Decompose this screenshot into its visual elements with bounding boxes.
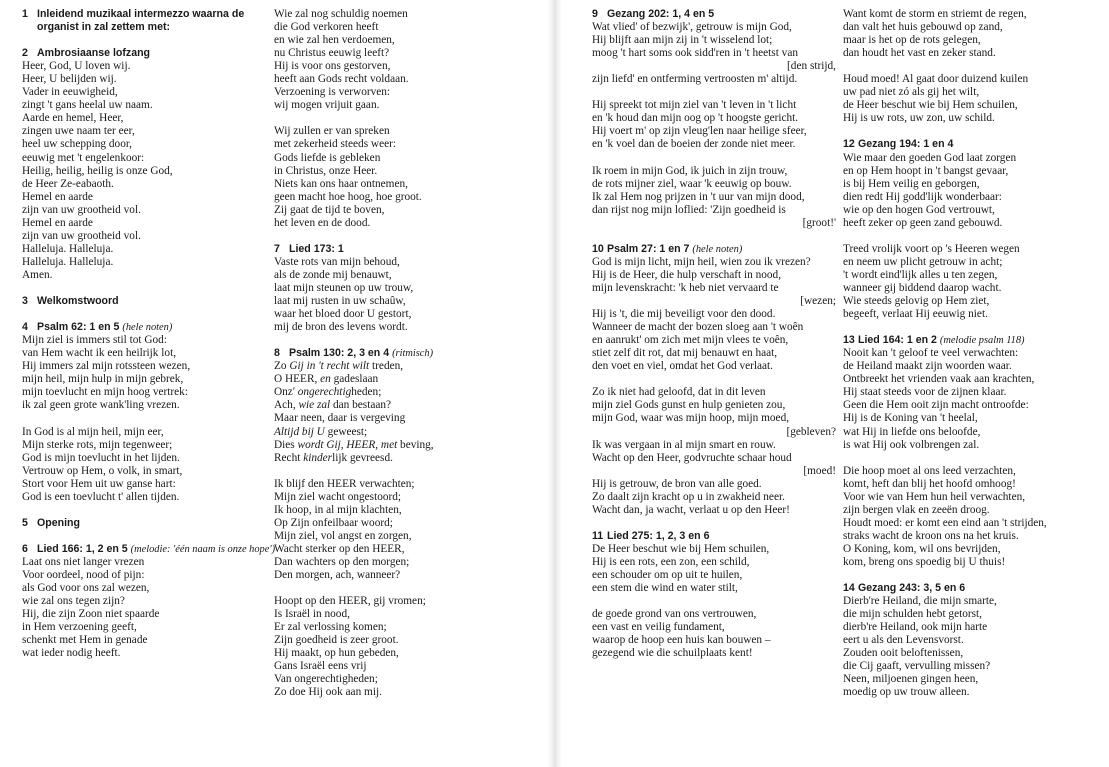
spacer (592, 86, 836, 99)
verse-line: Hij is 't, die mij beveiligt voor den dood. (592, 308, 776, 321)
verse-line: Vertrouw op Hem, o volk, in smart, (22, 464, 183, 477)
verse-line: Want komt de storm en striemt de regen, (843, 8, 1027, 20)
verse-line: geen macht hoe hoog, hoe groot. (274, 190, 422, 203)
column-1 (22, 8, 274, 660)
verse-line: Hij is voor ons gestorven, (274, 60, 391, 73)
spacer (592, 152, 836, 165)
verse-line: Wie maar den goeden God laat zorgen (843, 151, 1017, 164)
verse-line: Dierb're Heiland, die mijn smarte, (843, 595, 997, 608)
verse-line-overflow: [gebleven? (786, 425, 836, 438)
verse-line (274, 386, 546, 399)
verse-line: O Koning, kom, wil ons bevrijden, (843, 542, 1001, 555)
verse-line: 't wordt eind'lijk alles u ten zegen, (843, 268, 998, 281)
verse-line: met zekerheid steeds weer: (274, 138, 397, 151)
verse-line (274, 426, 546, 439)
verse-line: en wie zal hen verdoemen, (274, 34, 395, 47)
text-run: Onz' (274, 386, 298, 399)
verse-line: Hij immers zal mijn rotssteen wezen, (22, 360, 191, 373)
column-2 (274, 8, 546, 699)
verse-line: de Heer beschut wie bij Hem schuilen, (843, 99, 1018, 112)
verse-line: de goede grond van ons vertrouwen, (592, 608, 757, 621)
verse-line: een stem die wind en water stilt, (592, 582, 738, 595)
verse-line: zingt 't gans heelal uw naam. (22, 99, 153, 112)
verse-line: een schouder om op uit te huilen, (592, 569, 743, 582)
verse-line: Maar neen, daar is vergeving (274, 412, 406, 425)
verse-line: Ontbreekt het vrienden vaak aan krachten, (843, 373, 1035, 386)
verse-line: zingen uwe naam ter eer, (22, 125, 135, 138)
verse-line: het leven en de dood. (274, 216, 371, 229)
page-fold (548, 0, 562, 767)
verse-line: Den morgen, ach, wanneer? (274, 569, 401, 582)
verse-line: Dan wachters op den morgen; (274, 555, 410, 568)
verse-line: Stort voor Hem uit uw ganse hart: (22, 477, 176, 490)
verse-line: een vast en veilig fundament, (592, 621, 725, 634)
verse-line: Mijn sterke rots, mijn tegenweer; (22, 438, 173, 451)
verse-line: mijn heil, mijn hulp in mijn gebrek, (22, 373, 184, 386)
verse-line: Zo doe Hij ook aan mij. (274, 686, 382, 699)
verse-line: Wie zal nog schuldig noemen (274, 8, 408, 20)
verse-line: als God voor ons zal wezen, (22, 582, 150, 595)
section-heading (592, 8, 836, 21)
verse-line: Verzoening is verworven: (274, 86, 391, 99)
spacer (592, 230, 836, 243)
verse-line: Vader in eeuwigheid, (22, 86, 118, 99)
verse-line: Zijn goedheid is zeer groot. (274, 634, 399, 647)
verse-line: de Heiland maakt zijn woorden waar. (843, 360, 1012, 373)
section-title: Gezang 194: 1 en 4 (858, 138, 954, 151)
verse-line: Voor wie van Hem hun heil verwachten, (843, 490, 1026, 503)
spacer (843, 60, 1105, 73)
emphasis: wordt Gij, HEER, met (297, 438, 398, 451)
verse-line: Amen. (22, 268, 53, 281)
spacer (22, 412, 274, 425)
verse-line: Hij blijft aan mijn zij in 't wisselend lot; (592, 34, 773, 47)
verse-line: moog 't hart soms ook sidd'ren in 't heetst van (592, 47, 798, 60)
verse-line: Ik was vergaan in al mijn smart en rouw. (592, 438, 776, 451)
verse-line: Er zal verlossing komen; (274, 621, 387, 634)
verse-line: wie zal ons tegen zijn? (22, 595, 125, 608)
verse-line: Ik hoop, in al mijn klachten, (274, 503, 402, 516)
verse-line: die Cij gaaft, vervulling missen? (843, 660, 991, 673)
verse-line (274, 452, 546, 465)
text-run: heden; (351, 386, 382, 399)
verse-line: stiet zelf dit rot, dat mij benauwt en haat, (592, 347, 778, 360)
section-number: 7 (274, 242, 280, 255)
spacer (592, 595, 836, 608)
spacer (592, 373, 836, 386)
verse-line: in Hem verzoening geeft, (22, 621, 137, 634)
section-number: 2 (22, 47, 28, 60)
section-title: Inleidend muzikaal intermezzo waarna de (37, 8, 245, 20)
verse-line: dan valt het huis gebouwd op zand, (843, 21, 1003, 34)
spacer (22, 504, 274, 517)
verse-line: Mijn ziel is immers stil tot God: (22, 334, 167, 347)
verse-line: Hij is getrouw, de bron van alle goed. (592, 477, 762, 490)
verse-line: Niets kan ons haar ontnemen, (274, 177, 408, 190)
verse-line: Ik zal Hem nog prijzen in 't uur van mijn dood, (592, 190, 805, 203)
section-title: Gezang 243: 3, 5 en 6 (858, 582, 966, 595)
verse-line: moedig op uw trouw alleen. (843, 686, 970, 699)
section-heading (843, 582, 1105, 595)
verse-line: Die hoop moet al ons leed verzachten, (843, 464, 1016, 477)
verse-line: Hij voert m' op zijn vleug'len naar heilige sfeer, (592, 125, 807, 138)
section-title: Opening (37, 516, 80, 529)
verse-line: dan rijst nog mijn loflied: 'Zijn goedheid is (592, 203, 786, 216)
verse-line (274, 399, 546, 412)
text-run: geweest; (324, 425, 368, 438)
verse-line: schenkt met Hem in genade (22, 634, 148, 647)
emphasis: wie zal (298, 399, 331, 412)
verse-line: Van ongerechtigheden; (274, 673, 378, 686)
section-heading (22, 295, 274, 308)
verse-line: Ik blijf den HEER verwachten; (274, 477, 415, 490)
verse-line-overflow: [moed! (803, 464, 836, 477)
section-number: 14 (843, 582, 855, 595)
verse-line: Treed vrolijk voort op 's Heeren wegen (843, 242, 1020, 255)
verse-line: Heer, God, U loven wij. (22, 60, 131, 73)
emphasis: kinder (303, 451, 333, 464)
verse-line: Hij is de Heer, die hulp verschaft in nood, (592, 268, 782, 281)
verse-line: in Christus, onze Heer. (274, 164, 378, 177)
section-number: 5 (22, 516, 28, 529)
verse-line: Houd moed! Al gaat door duizend kuilen (843, 73, 1029, 86)
spacer (592, 517, 836, 530)
verse-line: mijn ziel Gods gunst en hulp genieten zou, (592, 399, 786, 412)
spacer (22, 530, 274, 543)
verse-line: wij mogen vrijuit gaan. (274, 99, 380, 112)
verse-line: Houdt moed: er komt een eind aan 't strijden, (843, 516, 1047, 529)
section-heading (274, 347, 546, 360)
section-title: Psalm 27: 1 en 7 (607, 242, 690, 255)
verse-line: laat mij rusten in uw schaûw, (274, 295, 406, 308)
verse-line: Wat vlied' of bezwijk', getrouw is mijn God, (592, 21, 792, 34)
section-heading (22, 8, 274, 21)
section-heading (843, 138, 1105, 151)
verse-line: komt, heft dan blij het hoofd omhoog! (843, 477, 1016, 490)
verse-line: Halleluja. Halleluja. (22, 242, 114, 255)
verse-line (274, 373, 546, 386)
section-title: Lied 173: 1 (289, 242, 344, 255)
text-run: beving, (397, 438, 434, 451)
verse-line: laat mijn steunen op uw trouw, (274, 281, 414, 294)
text-run: Recht (274, 451, 304, 464)
spacer (274, 334, 546, 347)
spacer (22, 34, 274, 47)
spacer (22, 282, 274, 295)
verse-line: Hoopt op den HEER, gij vromen; (274, 595, 426, 608)
section-heading (592, 243, 836, 256)
verse-line: heeft aan Gods recht voldaan. (274, 73, 409, 86)
verse-line: In God is al mijn heil, mijn eer, (22, 425, 164, 438)
verse-line: Wie steeds gelovig op Hem ziet, (843, 295, 990, 308)
verse-line: wat Hij in liefde ons beloofde, (843, 425, 981, 438)
section-title: Psalm 130: 2, 3 en 4 (289, 347, 390, 360)
verse-line (274, 360, 546, 373)
verse-line: Zij gaat de tijd te boven, (274, 203, 385, 216)
verse-line: ik zal geen grote wank'ling vrezen. (22, 399, 180, 412)
section-title: Welkomstwoord (37, 295, 119, 308)
verse-line-overflow: [groot!' (802, 216, 836, 229)
text-run: treden, (369, 360, 404, 373)
section-title: Gezang 202: 1, 4 en 5 (607, 8, 715, 20)
verse-line: Wacht dan, ja wacht, verlaat u op den Heer! (592, 503, 790, 516)
verse-line: dan houdt het vast en zeker stand. (843, 47, 996, 60)
verse-line: en neem uw plicht getrouw in acht; (843, 255, 1003, 268)
verse-line: Voor oordeel, nood of pijn: (22, 569, 145, 582)
verse-line: Is Israël in nood, (274, 608, 350, 621)
verse-line: Op Zijn onfeilbaar woord; (274, 516, 393, 529)
verse-line: De Heer beschut wie bij Hem schuilen, (592, 542, 770, 555)
verse-line: heeft zeker op geen zand gebouwd. (843, 216, 1003, 229)
verse-line: heel uw schepping door, (22, 138, 132, 151)
verse-line: en aanrukt' om zich met mijn vlees te voên, (592, 334, 789, 347)
section-number: 4 (22, 321, 28, 334)
text-run: dan bestaan? (330, 399, 392, 412)
verse-line: waar het bloed door U gestort, (274, 308, 412, 321)
section-title: Lied 275: 1, 2, 3 en 6 (607, 529, 710, 542)
verse-line: Wacht sterker op den HEER, (274, 542, 405, 555)
verse-line: mijn toevlucht en mijn hoog vertrek: (22, 386, 188, 399)
verse-line: straks wacht de kroon ons na het kruis. (843, 529, 1019, 542)
verse-line: mij de bron des levens wordt. (274, 321, 408, 334)
section-heading (22, 47, 274, 60)
verse-line: Hij staat steeds voor de zijnen klaar. (843, 386, 1007, 399)
verse-line: Wanneer de macht der bozen sloeg aan 't woên (592, 321, 804, 334)
verse-line: Gods liefde is gebleken (274, 151, 381, 164)
spacer (274, 230, 546, 243)
section-number: 6 (22, 542, 28, 555)
verse-line: Heilig, heilig, heilig is onze God, (22, 164, 173, 177)
verse-line: wie op den hogen God vertrouwt, (843, 203, 995, 216)
text-run: O HEER, (274, 373, 321, 386)
spacer (843, 569, 1105, 582)
emphasis: Gij in 't recht wilt (289, 360, 370, 373)
section-title: Lied 166: 1, 2 en 5 (37, 542, 128, 555)
emphasis: en (320, 373, 331, 386)
section-heading (22, 543, 274, 556)
spacer (274, 112, 546, 125)
text-run: Zo (274, 360, 290, 373)
verse-line: begeeft, verlaat Hij eeuwig niet. (843, 308, 988, 321)
verse-line: zijn bergen vlak en zeeën droog. (843, 503, 990, 516)
section-heading-continued: organist in zal zettem met: (37, 21, 171, 34)
column-3 (592, 8, 836, 660)
verse-line: en 'k voel dan de boeien der zonde niet meer. (592, 138, 796, 151)
verse-line: Neen, miljoenen gingen heen, (843, 673, 979, 686)
verse-line: Halleluja. Halleluja. (22, 255, 114, 268)
verse-line: Nooit kan 't geloof te veel verwachten: (843, 347, 1019, 360)
verse-line: Zo ik niet had geloofd, dat in dit leven (592, 386, 766, 399)
verse-line: Vaste rots van mijn behoud, (274, 255, 400, 268)
verse-line: Hij is de Koning van 't heelal, (843, 412, 978, 425)
section-note: (ritmisch) (392, 348, 434, 360)
verse-line: eeuwig met 't engelenkoor: (22, 151, 145, 164)
emphasis: ongerechtig (297, 386, 352, 399)
section-title: Lied 164: 1 en 2 (858, 334, 937, 347)
verse-line: Wacht op den Heer, godvruchte schaar houd (592, 451, 792, 464)
column-4 (843, 8, 1105, 699)
verse-line: is wat Hij ook volbrengen zal. (843, 438, 980, 451)
verse-line: Aarde en hemel, Heer, (22, 112, 124, 125)
section-note: (hele noten) (122, 322, 173, 334)
verse-line: uw pad niet zó als gij het wilt, (843, 86, 980, 99)
verse-line: God is mijn licht, mijn heil, wien zou ik vrezen? (592, 255, 811, 268)
spacer (274, 465, 546, 478)
verse-line: Ik roem in mijn God, ik juich in zijn trouw, (592, 164, 788, 177)
verse-line: wat ieder nodig heeft. (22, 647, 121, 660)
verse-line: Hij spreekt tot mijn ziel van 't leven in 't licht (592, 99, 797, 112)
verse-line: Heer, U belijden wij. (22, 73, 117, 86)
section-note: (melodie psalm 118) (939, 335, 1025, 347)
verse-line: Hemel en aarde (22, 190, 93, 203)
verse-line: de rots mijner ziel, waar 'k eeuwig op bouw. (592, 177, 792, 190)
verse-line: maar is het op de rots gelegen, (843, 34, 981, 47)
verse-line: zijn liefd' en ontferming vertroosten m' altijd. (592, 73, 798, 86)
section-number: 11 (592, 529, 604, 542)
section-number: 3 (22, 295, 28, 308)
spacer (843, 321, 1105, 334)
spacer (843, 125, 1105, 138)
verse-line: mijn levenskracht: 'k heb niet vervaard te (592, 281, 779, 294)
verse-line: God is een toevlucht t' allen tijden. (22, 490, 180, 503)
verse-line: kom, breng ons spoedig bij U thuis! (843, 555, 1006, 568)
text-run: lijk gevreesd. (332, 451, 393, 464)
spacer (274, 582, 546, 595)
verse-line: en op Hem hoopt in 't bangst gevaar, (843, 164, 1009, 177)
verse-line: Geen die Hem ooit zijn macht ontroofde: (843, 399, 1029, 412)
verse-line: Mijn ziel, vol angst en zorgen, (274, 529, 412, 542)
verse-line: zijn van uw grootheid vol. (22, 203, 141, 216)
verse-line: is bij Hem veilig en geborgen, (843, 177, 980, 190)
verse-line: eert u als den Levensvorst. (843, 634, 964, 647)
verse-line: dien redt Hij godd'lijk wonderbaar: (843, 190, 1002, 203)
verse-line: waarop de hoop een huis kan bouwen – (592, 634, 771, 647)
verse-line: God is mijn toevlucht in het lijden. (22, 451, 180, 464)
verse-line: dierb're Heiland, ook mijn harte (843, 621, 988, 634)
section-title: Ambrosiaanse lofzang (37, 47, 151, 60)
section-heading (22, 517, 274, 530)
verse-line (274, 439, 546, 452)
verse-line: Hij is uw rots, uw zon, uw schild. (843, 112, 995, 125)
section-number: 10 (592, 242, 604, 255)
section-number: 1 (22, 8, 28, 20)
verse-line: als de zonde mij benauwt, (274, 268, 392, 281)
section-number: 9 (592, 8, 598, 20)
section-heading (843, 334, 1105, 347)
section-heading (274, 243, 546, 256)
verse-line: Mijn ziel wacht ongestoord; (274, 490, 402, 503)
text-run: gadeslaan (330, 373, 379, 386)
verse-line: gezegend wie die schuilplaats kent! (592, 647, 753, 660)
emphasis: Altijd bij U (274, 425, 325, 438)
spacer (843, 452, 1105, 465)
section-heading (592, 530, 836, 543)
verse-line: van Hem wacht ik een heilrijk lot, (22, 347, 177, 360)
spacer (22, 308, 274, 321)
verse-line-overflow: [wezen; (800, 295, 836, 308)
section-note: (melodie: 'één naam is onze hope') (130, 543, 276, 555)
verse-line: en 'k houd dan mijn oog op 't hoogste gericht. (592, 112, 799, 125)
verse-line: Gans Israël eens vrij (274, 660, 367, 673)
verse-line: die mijn schulden hebt getorst, (843, 608, 982, 621)
verse-line: Hij, die zijn Zoon niet spaarde (22, 608, 160, 621)
verse-line: wanneer gij biddend daarop wacht. (843, 281, 1002, 294)
section-title: Psalm 62: 1 en 5 (37, 321, 120, 334)
verse-line: die God verkoren heeft (274, 21, 379, 34)
verse-line: de Heer Ze-eabaoth. (22, 177, 114, 190)
verse-line: Zouden ooit beloftenissen, (843, 647, 964, 660)
section-note: (hele noten) (692, 243, 743, 255)
verse-line: mijn God, waar was mijn hoop, mijn moed, (592, 412, 790, 425)
text-run: Dies (274, 438, 298, 451)
verse-line: zijn van uw grootheid vol. (22, 229, 141, 242)
verse-line: den voet en viel, omdat het God verlaat. (592, 360, 774, 373)
section-heading (22, 321, 274, 334)
section-number: 8 (274, 347, 280, 360)
verse-line: Hij is een rots, een zon, een schild, (592, 555, 750, 568)
verse-line: Wij zullen er van spreken (274, 125, 390, 138)
spacer (843, 230, 1105, 243)
verse-line: nu Christus eeuwig leeft? (274, 47, 390, 60)
verse-line: Zo daalt zijn kracht op u in zwakheid neer. (592, 490, 785, 503)
verse-line-overflow: [den strijd, (787, 60, 836, 73)
text-run: Ach, (274, 399, 299, 412)
verse-line: Hemel en aarde (22, 216, 93, 229)
verse-line: Hij maakt, op hun gebeden, (274, 647, 399, 660)
section-number: 13 (843, 334, 855, 347)
verse-line: Laat ons niet langer vrezen (22, 555, 145, 568)
section-number: 12 (843, 138, 855, 151)
